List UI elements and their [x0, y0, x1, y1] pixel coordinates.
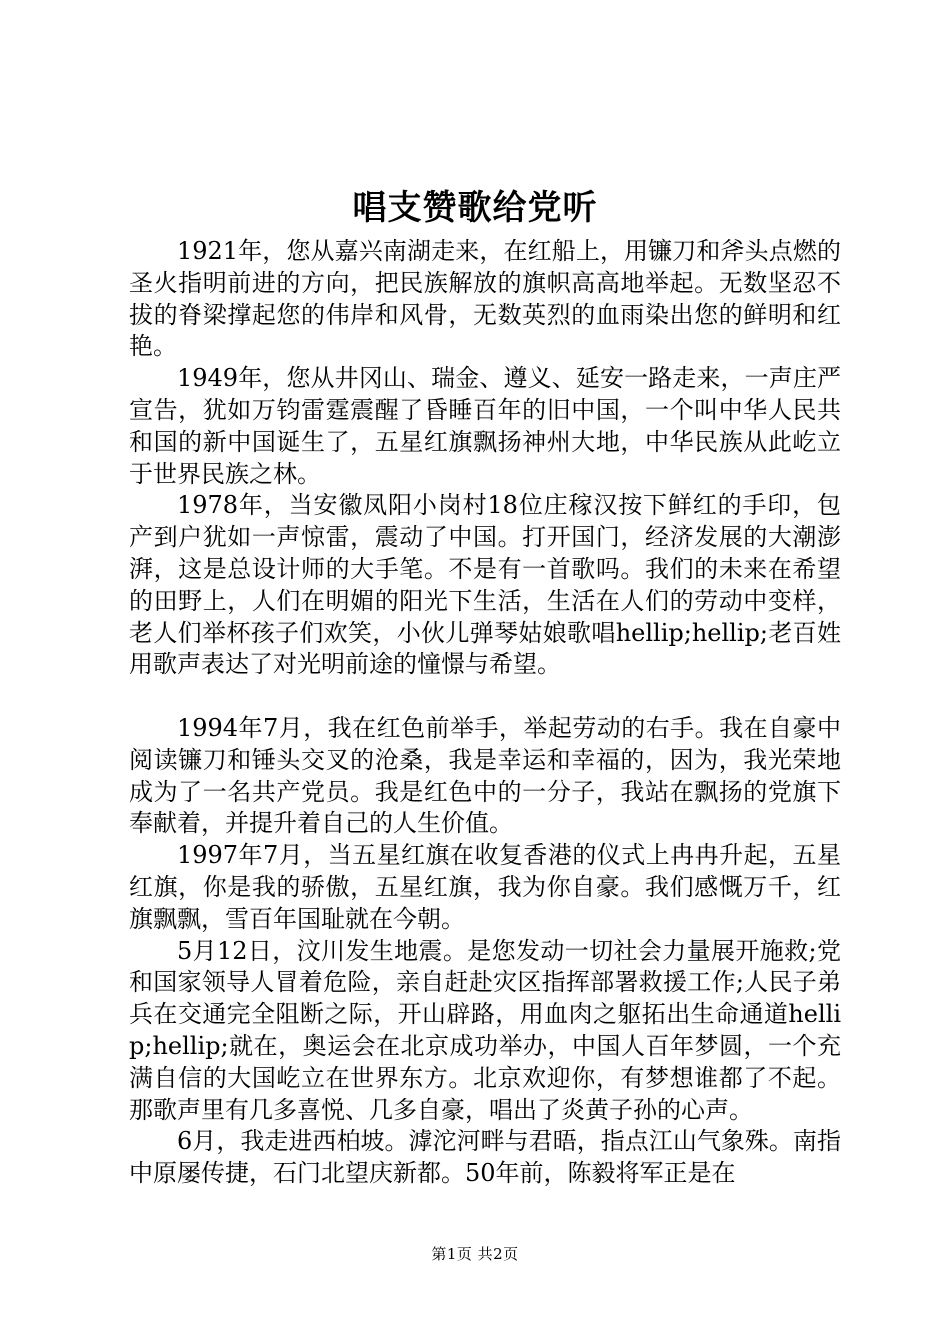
paragraph-1921: 1921年，您从嘉兴南湖走来，在红船上，用镰刀和斧头点燃的圣火指明前进的方向，把民族解放的旗帜高高地举起。无数坚忍不拔的脊梁撑起您的伟岸和风骨，无数英烈的血雨染出您的鲜明和红艳。 — [129, 237, 841, 361]
paragraph-1994: 1994年7月，我在红色前举手，举起劳动的右手。我在自豪中阅读镰刀和锤头交叉的沧桑，我是幸运和幸福的，因为，我光荣地成为了一名共产党员。我是红色中的一分子，我站在飘扬的党旗下奉献着，并提升着自己的人生价值。 — [129, 713, 841, 838]
paragraph-1997: 1997年7月，当五星红旗在收复香港的仪式上冉冉升起，五星红旗，你是我的骄傲，五星红旗，我为你自豪。我们感慨万千，红旗飘飘，雪百年国耻就在今朝。 — [129, 841, 841, 933]
document-body — [129, 236, 841, 1190]
paragraph-1949: 1949年，您从井冈山、瑞金、遵义、延安一路走来，一声庄严宣告，犹如万钧雷霆震醒了昏睡百年的旧中国，一个叫中华人民共和国的新中国诞生了，五星红旗飘扬神州大地，中华民族从此屹立于世界民族之林。 — [129, 364, 841, 488]
paragraph-spacer — [129, 681, 841, 713]
document-title: 唱支赞歌给党听 — [352, 188, 598, 228]
paragraph-wenchuan: 5月12日，汶川发生地震。是您发动一切社会力量展开施救;党和国家领导人冒着危险，亲自赶赴灾区指挥部署救援工作;人民子弟兵在交通完全阻断之际，开山辟路，用血肉之躯拓出生命通道hellip;hellip;就在，奥运会在北京成功举办，中国人百年梦圆，一个充满自信的大国屹立在世界东方。北京欢迎你，有梦想谁都了不起。那歌声里有几多喜悦、几多自豪，唱出了炎黄子孙的心声。 — [129, 936, 841, 1124]
page-footer: 第1页 共2页 — [431, 1245, 519, 1263]
paragraph-xibaipo: 6月，我走进西柏坡。滹沱河畔与君晤，指点江山气象殊。南指中原屡传捷，石门北望庆新都。50年前，陈毅将军正是在 — [129, 1127, 841, 1188]
paragraph-1978: 1978年，当安徽凤阳小岗村18位庄稼汉按下鲜红的手印，包产到户犹如一声惊雷，震动了中国。打开国门，经济发展的大潮澎湃，这是总设计师的大手笔。不是有一首歌吗。我们的未来在希望的田野上，人们在明媚的阳光下生活，生活在人们的劳动中变样，老人们举杯孩子们欢笑，小伙儿弹琴姑娘歌唱hellip;hellip;老百姓用歌声表达了对光明前途的憧憬与希望。 — [129, 491, 841, 679]
